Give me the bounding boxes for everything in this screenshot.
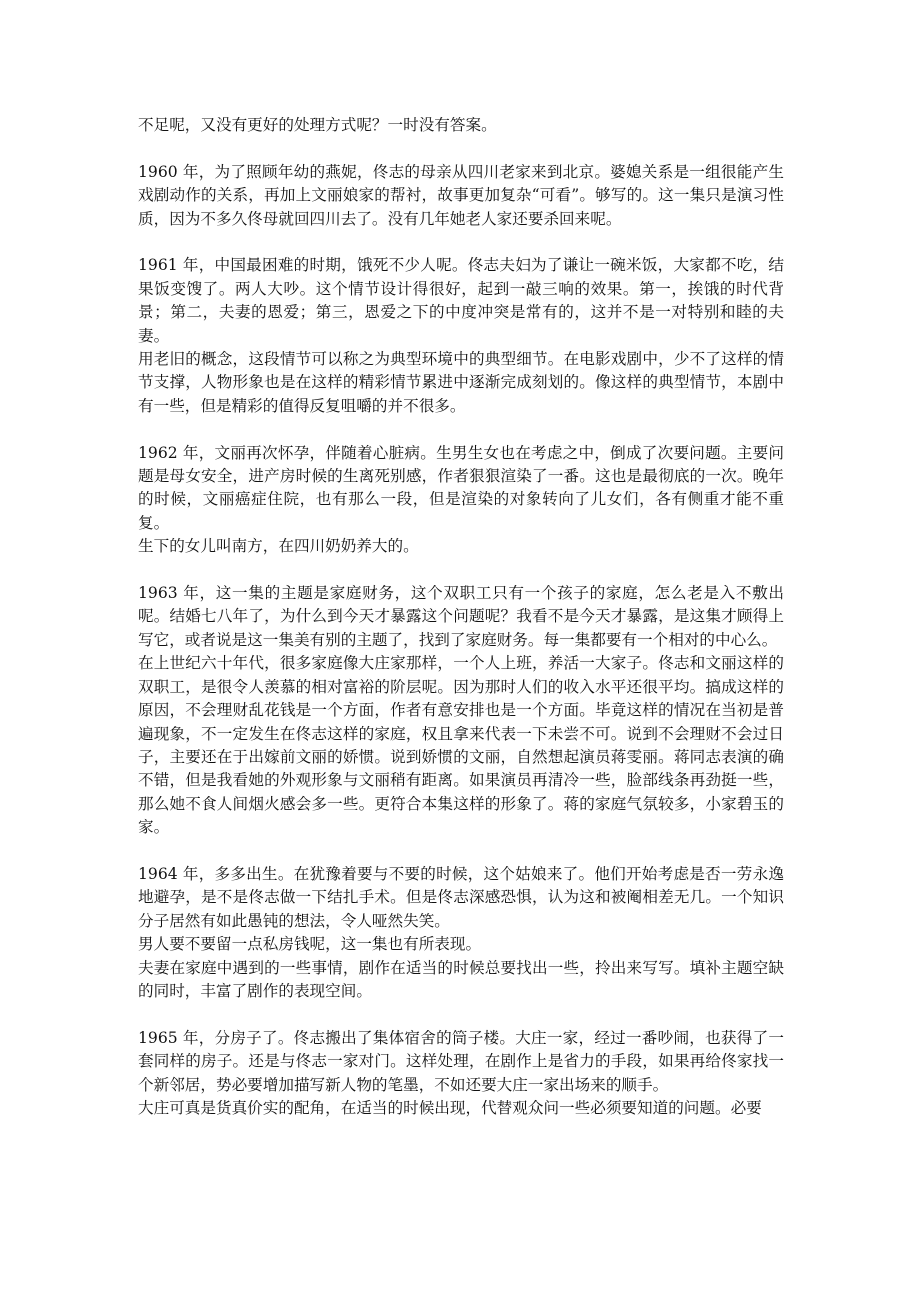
paragraph-4: 用老旧的概念，这段情节可以称之为典型环境中的典型细节。在电影戏剧中，少不了这样的情节支撑，人物形象也是在这样的精彩情节累进中逐渐完成刻划的。像这样的典型情节，本剧中有一些，但是精彩的值得反复咀嚼的并不很多。 bbox=[138, 350, 784, 415]
paragraph-9: 1964 年，多多出生。在犹豫着要与不要的时候，这个姑娘来了。他们开始考虑是否一劳永逸地避孕，是不是佟志做一下结扎手术。但是佟志深感恐惧，认为这和被阉相差无几。一个知识分子居然有如此愚钝的想法，令人哑然失笑。 bbox=[138, 864, 784, 930]
paragraph-7: 1963 年，这一集的主题是家庭财务，这个双职工只有一个孩子的家庭，怎么老是入不敷出呢。结婚七八年了，为什么到今天才暴露这个问题呢？我看不是今天才暴露，是这集才顾得上写它，或者说是这一集美有别的主题了，找到了家庭财务。每一集都要有一个相对的中心么。 bbox=[138, 584, 784, 649]
paragraph-6: 生下的女儿叫南方，在四川奶奶养大的。 bbox=[138, 537, 419, 556]
paragraph-8: 在上世纪六十年代，很多家庭像大庄家那样，一个人上班，养活一大家子。佟志和文丽这样的双职工，是很令人羡慕的相对富裕的阶层呢。因为那时人们的收入水平还很平均。搞成这样的原因，不会理财乱花钱是一个方面，作者有意安排也是一个方面。毕竟这样的情况在当初是普遍现象，不一定发生在佟志这样的家庭，权且拿来代表一下未尝不可。说到不会理财不会过日子，主要还在于出嫁前文丽的娇惯。说到娇惯的文丽，自然想起演员蒋雯丽。蒋同志表演的确不错，但是我看她的外观形象与文丽稍有距离。如果演员再清冷一些，脸部线条再劲挺一些，那么她不食人间烟火感会多一些。更符合本集这样的形象了。蒋的家庭气氛较多，小家碧玉的家。 bbox=[138, 654, 784, 837]
paragraph-5: 1962 年，文丽再次怀孕，伴随着心脏病。生男生女也在考虑之中，倒成了次要问题。主要问题是母女安全，进产房时候的生离死别感，作者狠狠渲染了一番。这也是最彻底的一次。晚年的时候，文丽癌症住院，也有那么一段，但是渲染的对象转向了儿女们，各有侧重才能不重复。 bbox=[138, 443, 784, 532]
paragraph-1: 不足呢，又没有更好的处理方式呢？一时没有答案。 bbox=[138, 116, 497, 134]
paragraph-10: 男人要不要留一点私房钱呢，这一集也有所表现。 bbox=[138, 935, 482, 954]
paragraph-12: 1965 年，分房子了。佟志搬出了集体宿舍的筒子楼。大庄一家，经过一番吵闹，也获得了一套同样的房子。还是与佟志一家对门。这样处理，在剧作上是省力的手段，如果再给佟家找一个新邻居，势必要增加描写新人物的笔墨，不如还要大庄一家出场来的顺手。 bbox=[138, 1028, 784, 1094]
document-body bbox=[138, 114, 784, 1120]
paragraph-13: 大庄可真是货真价实的配角，在适当的时候出现，代替观众问一些必须要知道的问题。必要 bbox=[138, 1098, 762, 1117]
paragraph-2: 1960 年，为了照顾年幼的燕妮，佟志的母亲从四川老家来到北京。婆媳关系是一组很能产生戏剧动作的关系，再加上文丽娘家的帮衬，故事更加复杂“可看”。够写的。这一集只是演习性质，因为不多久佟母就回四川去了。没有几年她老人家还要杀回来呢。 bbox=[138, 162, 784, 228]
paragraph-11: 夫妻在家庭中遇到的一些事情，剧作在适当的时候总要找出一些，拎出来写写。填补主题空缺的同时，丰富了剧作的表现空间。 bbox=[138, 958, 784, 1000]
paragraph-3: 1961 年，中国最困难的时期，饿死不少人呢。佟志夫妇为了谦让一碗米饭，大家都不吃，结果饭变馊了。两人大吵。这个情节设计得很好，起到一敲三响的效果。第一，挨饿的时代背景；第二，夫妻的恩爱；第三，恩爱之下的中度冲突是常有的，这并不是一对特别和睦的夫妻。 bbox=[138, 256, 784, 345]
